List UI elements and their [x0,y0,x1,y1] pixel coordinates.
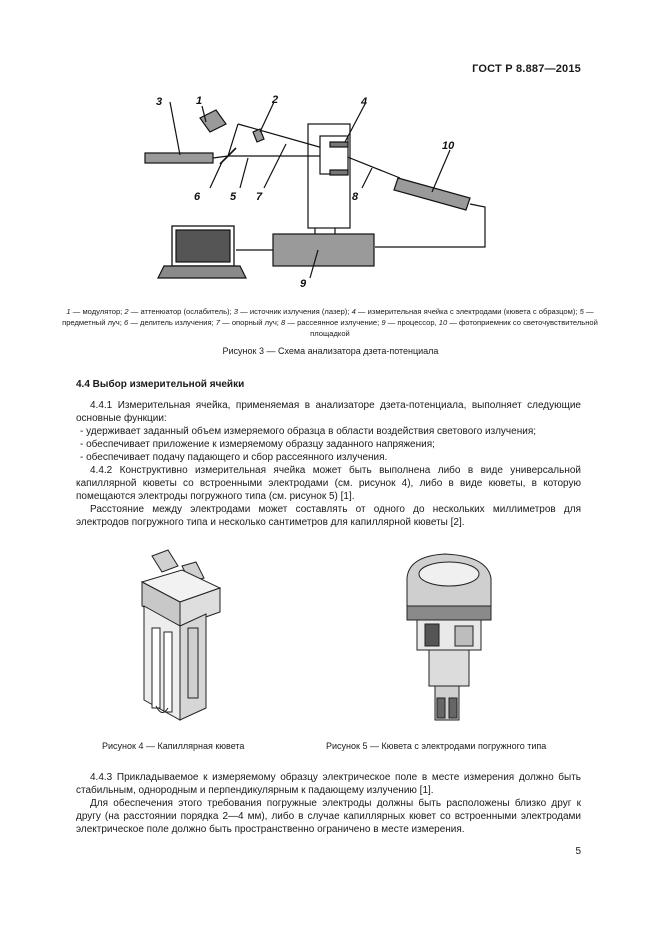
laptop-base [158,266,246,278]
paragraph-dip-electrodes: Для обеспечения этого требования погружные электроды должны быть расположены близко друг к другу (на расстоянии порядка 2—4 мм), либо в случае капиллярных кювет со встроенными электродами электрическое поле должно быть пространственно ограничено в месте измерения. [76,798,581,835]
label-laser: 3 [156,96,163,108]
legend-item: 6 — делитель излучения; [123,318,216,327]
label-cell: 4 [361,96,368,108]
paragraph-4-4-3: 4.4.3 Прикладываемое к измеряемому образцу электрическое поле в месте измерения должно быть стабильным, однородным и перпендикулярным к падающему излучению [1]. [76,772,581,796]
legend-item: 9 — процессор, [381,318,439,327]
page-number: 5 [575,846,581,857]
figure4-caption: Рисунок 4 — Капиллярная кювета [102,741,245,751]
label-splitter: 6 [194,191,201,203]
processor [273,234,374,266]
laser-source [145,153,213,163]
function-list [76,425,581,464]
legend-item: 4 — измерительная ячейка с электродами (кювета с образцом); [351,307,580,316]
label-scattered: 8 [352,191,359,203]
legend-item: 7 — опорный луч; [215,318,282,327]
figure3-caption: Рисунок 3 — Схема анализатора дзета-потенциала [222,346,439,356]
capillary-cuvette-illustration [130,548,230,723]
label-attenuator: 2 [272,94,279,106]
list-item: - обеспечивает подачу падающего и сбор рассеянного излучения. [80,452,388,463]
section-title: 4.4 Выбор измерительной ячейки [76,379,245,390]
analyzer-schematic [140,92,500,292]
legend-item: 3 — источник излучения (лазер); [233,307,352,316]
standard-header: ГОСТ Р 8.887—2015 [472,63,581,75]
figure3-legend [60,306,600,339]
paragraph-electrode-distance: Расстояние между электродами может составлять от одного до нескольких миллиметров для электродов погружного типа и несколько сантиметров для капиллярной кюветы [2]. [76,504,581,528]
paragraph-4-4-1: 4.4.1 Измерительная ячейка, применяемая в анализаторе дзета-потенциала, выполняет следующие основные функции: [76,400,581,424]
figure5-caption: Рисунок 5 — Кювета с электродами погружного типа [326,741,547,751]
paragraph-4-4-2: 4.4.2 Конструктивно измерительная ячейка может быть выполнена либо в виде универсальной капиллярной кюветы со встроенными электродами (см. рисунок 4), либо в виде кюветы, в которую помещаются электроды погружного типа (см. рисунок 5) [1]. [76,465,581,502]
legend-item: 8 — рассеянное излучение; [281,318,382,327]
legend-item: 2 — аттенюатор (ослабитель); [124,307,234,316]
label-reference-beam: 7 [256,191,263,203]
legend-item: 5 — предметный луч; [62,307,594,327]
legend-item: 1 — модулятор; [66,307,125,316]
legend-item: 10 — фотоприемник со светочувствительной площадкой [310,318,598,338]
label-modulator: 1 [196,95,203,107]
list-item: - обеспечивает приложение к измеряемому образцу заданного напряжения; [80,439,435,450]
label-object-beam: 5 [230,191,237,203]
photodetector [394,178,470,210]
list-item: - удерживает заданный объем измеряемого образца в области воздействия светового излучения; [80,426,537,437]
dip-electrode-cuvette-illustration [395,548,505,723]
label-photodetector: 10 [442,140,455,152]
label-processor: 9 [300,278,307,290]
